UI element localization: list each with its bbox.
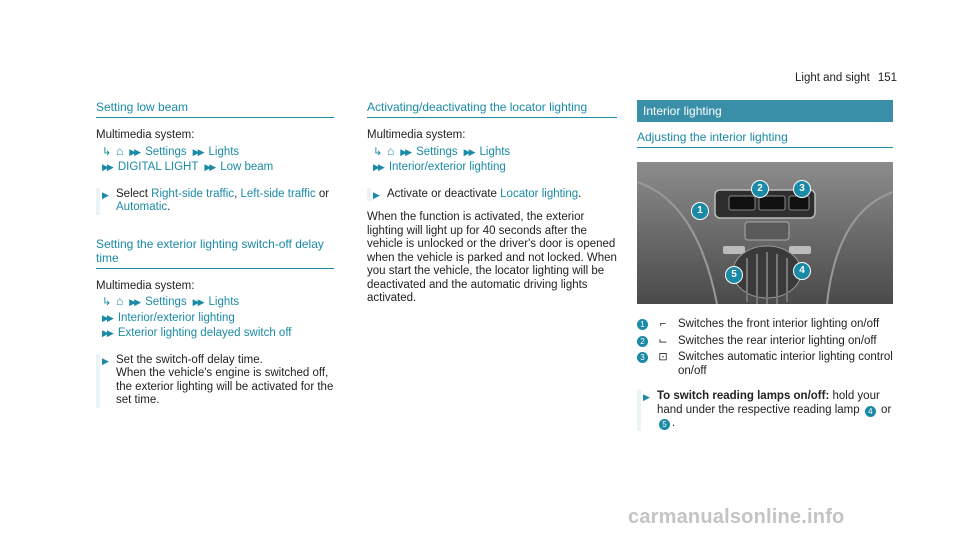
ref-5: 5	[659, 419, 670, 430]
system-label: Multimedia system:	[96, 279, 195, 292]
instruction-step: ▶ Set the switch-off delay time. When the vehicle's engine is switched off, the exterior lighting will be activated for the set time.	[96, 354, 334, 408]
column-left	[96, 100, 334, 408]
path-arrow-icon: ↳	[102, 145, 112, 158]
menu-path	[96, 294, 334, 342]
chevron-icon: ▶▶	[373, 162, 383, 172]
path-item-lights: Lights	[208, 296, 240, 308]
path-arrow-icon: ↳	[373, 145, 383, 158]
chevron-icon: ▶▶	[192, 146, 203, 157]
chevron-icon: ▶▶	[102, 312, 112, 323]
auto-interior-light-icon: ⊡	[658, 351, 668, 363]
chevron-icon: ▶▶	[192, 297, 203, 307]
watermark: carmanualsonline.info	[628, 506, 845, 528]
chevron-icon: ▶▶	[102, 162, 112, 172]
section-banner: Interior lighting	[637, 100, 893, 122]
path-item-digital-light: DIGITAL LIGHT	[117, 161, 199, 173]
chevron-icon: ▶▶	[129, 297, 140, 307]
ref-4: 4	[865, 406, 876, 417]
instruction-step: ▶ To switch reading lamps on/off: hold your hand under the respective reading lamp 4 or 5 .	[637, 390, 893, 431]
step-arrow-icon: ▶	[643, 392, 650, 402]
callout-4: 4	[793, 262, 811, 280]
callout-1: 1	[691, 202, 709, 220]
option-right-side-traffic: Right-side traffic	[151, 187, 235, 200]
home-icon: ⌂	[116, 143, 124, 158]
instruction-step: ▶ Activate or deactivate Locator lighting.	[367, 188, 617, 202]
legend-item: 2 ⌙ Switches the rear interior lighting on/off	[637, 335, 893, 349]
overhead-control-panel-photo	[637, 162, 893, 304]
chevron-icon: ▶▶	[102, 328, 112, 338]
option-left-side-traffic: Left-side traffic	[240, 187, 316, 200]
column-middle	[367, 100, 617, 306]
instruction-step: ▶ Select Right-side traffic, Left-side traffic or Automatic.	[96, 188, 334, 215]
option-locator-lighting: Locator lighting	[500, 187, 579, 200]
subsection-title: Adjusting the interior lighting	[637, 130, 893, 148]
chevron-icon: ▶▶	[129, 146, 140, 157]
step-arrow-icon: ▶	[102, 355, 109, 366]
path-arrow-icon: ↳	[102, 296, 112, 308]
locator-description: When the function is activated, the exterior lighting will light up for 40 seconds after the vehicle is unlocked or the driver's door is opened when the vehicle is parked and not locked. When you start the vehicle, the locator lighting will be deactivated and the automatic driving lights activated.	[367, 211, 617, 304]
page-number: 151	[877, 72, 897, 84]
step-arrow-icon: ▶	[373, 189, 380, 200]
option-automatic: Automatic	[116, 201, 168, 213]
section-title-locator-lighting: Activating/deactivating the locator lighting	[367, 100, 617, 118]
legend-item: 1 ⌐ Switches the front interior lighting on/off	[637, 318, 893, 332]
chevron-icon: ▶▶	[400, 146, 411, 157]
path-item-lights: Lights	[479, 145, 511, 158]
system-label: Multimedia system:	[367, 129, 466, 141]
menu-path	[96, 144, 334, 176]
legend-item: 3 ⊡ Switches automatic interior lighting control on/off	[637, 351, 893, 378]
front-interior-light-icon: ⌐	[659, 318, 667, 330]
rear-interior-light-icon: ⌙	[658, 334, 668, 347]
path-item-low-beam: Low beam	[220, 161, 274, 173]
path-item-exterior-delay: Exterior lighting delayed switch off	[117, 327, 292, 339]
section-title-low-beam: Setting low beam	[96, 100, 334, 118]
path-item-interior-exterior: Interior/exterior lighting	[117, 311, 235, 324]
path-item-interior-exterior: Interior/exterior lighting	[388, 161, 506, 173]
column-right	[637, 100, 893, 431]
path-item-lights: Lights	[208, 145, 240, 158]
path-item-settings: Settings	[145, 296, 187, 308]
menu-path	[367, 144, 617, 176]
chevron-icon: ▶▶	[463, 146, 474, 157]
callout-5: 5	[725, 266, 743, 284]
section-name: Light and sight	[795, 72, 870, 84]
legend	[637, 318, 893, 378]
path-item-settings: Settings	[145, 145, 187, 158]
step-arrow-icon: ▶	[102, 189, 109, 200]
section-title-switch-off-delay: Setting the exterior lighting switch-off delay time	[96, 237, 334, 269]
system-label: Multimedia system:	[96, 129, 195, 141]
page-header	[787, 72, 897, 84]
path-item-settings: Settings	[416, 145, 458, 158]
home-icon: ⌂	[387, 143, 395, 158]
chevron-icon: ▶▶	[204, 162, 215, 172]
callout-2: 2	[751, 180, 769, 198]
callout-3: 3	[793, 180, 811, 198]
home-icon: ⌂	[116, 294, 124, 308]
